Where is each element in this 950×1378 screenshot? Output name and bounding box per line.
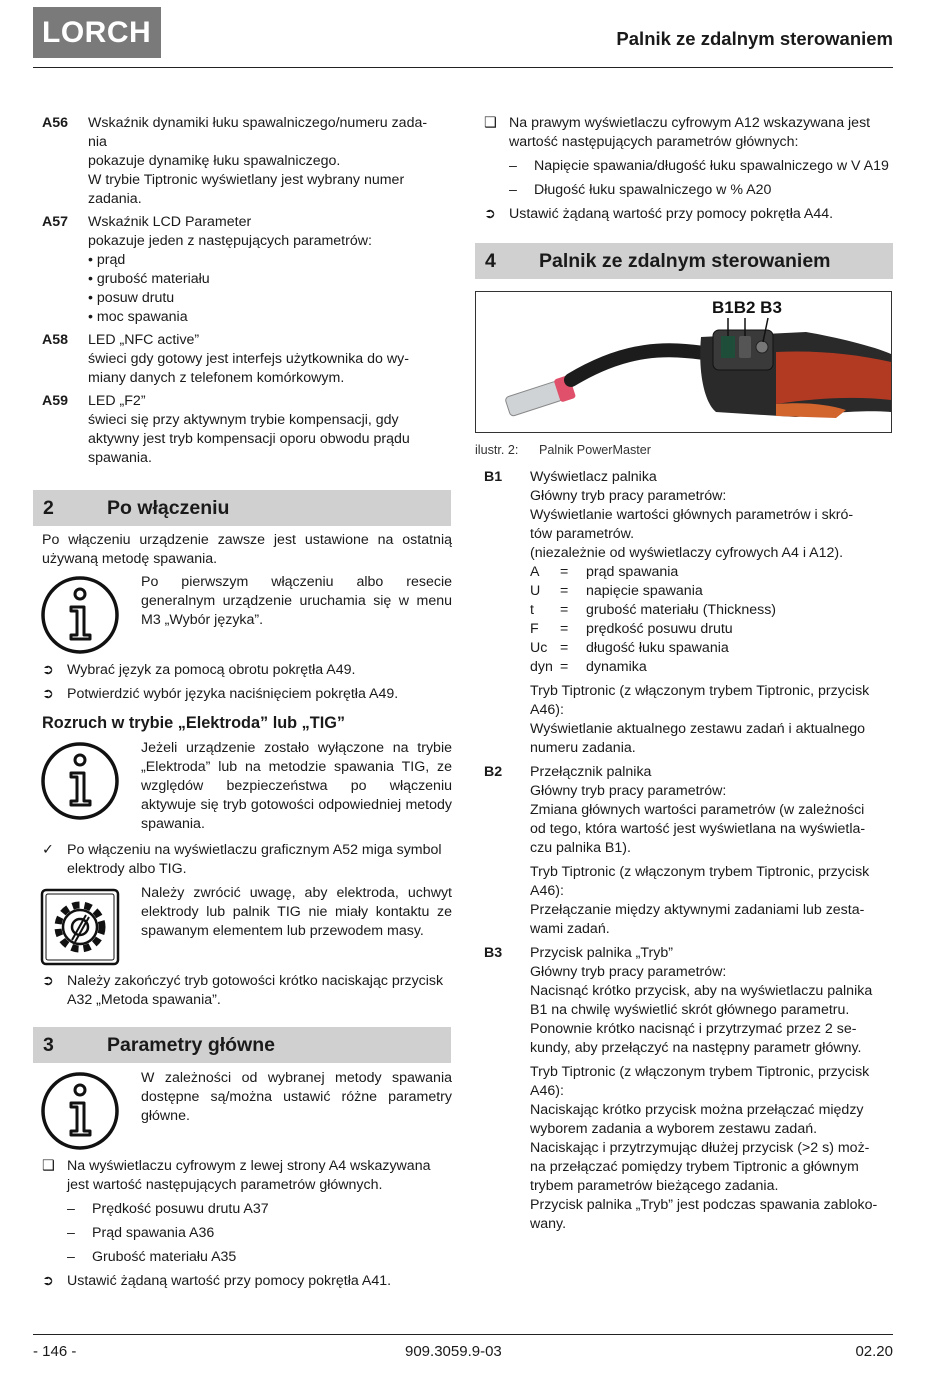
definition-line: zadania. bbox=[88, 191, 142, 207]
left-column bbox=[42, 114, 452, 1296]
definition-line: aktywny jest tryb kompensacji oporu obwodu prądu bbox=[88, 431, 410, 447]
symbol-row: F = prędkość posuwu drutu bbox=[530, 621, 733, 637]
symbol-row: A = prąd spawania bbox=[530, 564, 679, 580]
symbol-table bbox=[530, 563, 894, 677]
arrow-icon: ➲ bbox=[484, 206, 496, 222]
definition-line: • grubość materiału bbox=[88, 271, 210, 287]
arrow-icon: ➲ bbox=[42, 686, 54, 702]
section-heading-4: 4 Palnik ze zdalnym sterowaniem bbox=[475, 243, 893, 279]
result-note: ✓ Po włączeniu na wyświetlaczu graficznym A52 miga symbol elektrody albo TIG. bbox=[42, 842, 442, 877]
definition-line: Wskaźnik LCD Parameter bbox=[88, 214, 252, 230]
section-2-intro: Po włączeniu urządzenie zawsze jest ustawione na ostatnią używaną metodę spawania. bbox=[42, 532, 452, 567]
document-date: 02.20 bbox=[855, 1343, 893, 1360]
definition-line: wany. bbox=[530, 1216, 567, 1232]
instruction-step: ➲ Potwierdzić wybór języka naciśnięciem pokrętła A49. bbox=[42, 686, 399, 702]
definition-line: • prąd bbox=[88, 252, 126, 268]
instruction-step: ➲ Należy zakończyć tryb gotowości krótko naciskając przycisk A32 „Metoda spawania”. bbox=[42, 973, 444, 1008]
definition-line: Tryb Tiptronic (z włączonym trybem Tiptronic, przycisk bbox=[530, 1064, 870, 1080]
definition-line: Główny tryb pracy parametrów: bbox=[530, 964, 727, 980]
instruction-step: ➲ Ustawić żądaną wartość przy pomocy pokrętła A44. bbox=[484, 206, 834, 222]
definition-list bbox=[42, 114, 452, 468]
definition-line: Przełącznik palnika bbox=[530, 764, 652, 780]
info-note: W zależności od wybranej metody spawania dostępne są/można ustawić różne parametry główne. bbox=[42, 1069, 452, 1151]
warning-note: Należy zwrócić uwagę, aby elektroda, uchwyt elektrody lub palnik TIG nie miały kontaktu ze spawanym elementem lub przewodem masy. bbox=[42, 884, 452, 966]
header-divider bbox=[33, 67, 893, 68]
definition-line: wyborem zadania a wyborem zestawu zadań. bbox=[530, 1121, 818, 1137]
definition-line: pokazuje dynamikę łuku spawalniczego. bbox=[88, 153, 341, 169]
info-icon bbox=[40, 741, 120, 821]
definition-line: Przełączanie między aktywnymi zadaniami lub zesta- bbox=[530, 902, 865, 918]
subheading-startup: Rozruch w trybie „Elektroda” lub „TIG” bbox=[42, 714, 346, 732]
definition-line: W trybie Tiptronic wyświetlany jest wybrany numer bbox=[88, 172, 405, 188]
symbol-row: t = grubość materiału (Thickness) bbox=[530, 602, 777, 618]
definition-line: Ponownie krótko nacisnąć i przytrzymać przez 2 se- bbox=[530, 1021, 857, 1037]
lorch-logo: LORCH bbox=[33, 7, 161, 58]
powermaster-torch-image bbox=[476, 292, 891, 432]
checkbox-icon: ❑ bbox=[484, 115, 497, 131]
definition-line: nia bbox=[88, 134, 107, 150]
dash-item: – Długość łuku spawalniczego w % A20 bbox=[509, 182, 772, 198]
arrow-icon: ➲ bbox=[42, 662, 54, 678]
symbol-row: dyn = dynamika bbox=[530, 659, 647, 675]
right-column bbox=[475, 114, 894, 1238]
definition-line: Główny tryb pracy parametrów: bbox=[530, 783, 727, 799]
definition-line: spawania. bbox=[88, 450, 152, 466]
dash-item: – Prąd spawania A36 bbox=[67, 1225, 215, 1241]
info-icon bbox=[40, 575, 120, 655]
definition-line: Przycisk palnika „Tryb” jest podczas spawania zabloko- bbox=[530, 1197, 878, 1213]
dash-item: – Prędkość posuwu drutu A37 bbox=[67, 1201, 269, 1217]
info-note: Jeżeli urządzenie zostało wyłączone na trybie „Elektroda” lub na metodzie spawania TIG, ze względów bezpieczeństwa po włączeniu aktywuje się tryb gotowości odpowiedniej metody spawania. bbox=[42, 739, 452, 835]
definition-line: świeci gdy gotowy jest interfejs użytkownika do wy- bbox=[88, 351, 409, 367]
torch-photo bbox=[475, 291, 892, 433]
info-note: Po pierwszym włączeniu albo resecie generalnym urządzenie uruchamia się w menu M3 „Wybór języka”. bbox=[42, 573, 452, 655]
definition-a57: A57 Wskaźnik LCD Parameter pokazuje jeden z następujących parametrów: • prąd • grubość materiału • posuw drutu • moc spawania bbox=[42, 213, 452, 327]
definition-line: czu palnika B1). bbox=[530, 840, 631, 856]
definition-line: Tryb Tiptronic (z włączonym trybem Tiptronic, przycisk bbox=[530, 864, 870, 880]
gear-warning-icon bbox=[40, 888, 120, 966]
definition-line: Przycisk palnika „Tryb” bbox=[530, 945, 673, 961]
definition-line: miany danych z telefonem komórkowym. bbox=[88, 370, 345, 386]
definition-line: • moc spawania bbox=[88, 309, 188, 325]
definition-line: Wyświetlacz palnika bbox=[530, 469, 657, 485]
arrow-icon: ➲ bbox=[42, 1273, 54, 1289]
definition-line: Zmiana głównych wartości parametrów (w zależności bbox=[530, 802, 865, 818]
definition-line: Nacisnąć krótko przycisk, aby na wyświetlaczu palnika bbox=[530, 983, 873, 999]
definition-line: tów parametrów. bbox=[530, 526, 635, 542]
definition-line: Wyświetlanie aktualnego zestawu zadań i aktualnego bbox=[530, 721, 866, 737]
dash-item: – Napięcie spawania/długość łuku spawalniczego w V A19 bbox=[509, 158, 889, 174]
definition-line: od tego, która wartość jest wyświetlana na wyświetla- bbox=[530, 821, 866, 837]
document-number: 909.3059.9-03 bbox=[405, 1343, 502, 1360]
section-heading-3: 3 Parametry główne bbox=[33, 1027, 451, 1063]
instruction-step: ➲ Ustawić żądaną wartość przy pomocy pokrętła A41. bbox=[42, 1273, 392, 1289]
definition-b1: B1 Wyświetlacz palnika Główny tryb pracy parametrów: Wyświetlanie wartości głównych parametrów i skró- tów parametrów. (niezależnie od wyświetlaczy cyfrowych A4 i A12). A = prąd spawania U = napięcie spawania t = grubość materiału (Thickness) F = prędkość posuwu drutu Uc = długość łuku spawania dyn = dynamika Tryb Tiptronic (z włączonym trybem Tiptronic, przycisk A46): Wyświetlanie aktualnego zestawu zadań i aktualnego numeru zadania. bbox=[484, 468, 894, 758]
parameter-item: ❑ Na prawym wyświetlaczu cyfrowym A12 wskazywana jest wartość następujących parametrów głównych: bbox=[484, 115, 871, 150]
definition-b2: B2 Przełącznik palnika Główny tryb pracy parametrów: Zmiana głównych wartości parametrów (w zależności od tego, która wartość jest wyświetlana na wyświetla- czu palnika B1). Tryb Tiptronic (z włączonym trybem Tiptronic, przycisk A46): Przełączanie między aktywnymi zadaniami lub zesta- wami zadań. bbox=[484, 763, 894, 939]
definition-line: kundy, aby przełączyć na następny parametr główny. bbox=[530, 1040, 862, 1056]
checkbox-icon: ❑ bbox=[42, 1158, 55, 1174]
torch-part-labels: B1B2 B3 bbox=[712, 298, 782, 317]
definition-line: wami zadań. bbox=[530, 921, 610, 937]
page-number: - 146 - bbox=[33, 1343, 77, 1360]
definition-line: A46): bbox=[530, 702, 564, 718]
symbol-row: U = napięcie spawania bbox=[530, 583, 703, 599]
definition-line: A46): bbox=[530, 883, 564, 899]
definition-a59: A59 LED „F2” świeci się przy aktywnym trybie kompensacji, gdy aktywny jest tryb kompensacji oporu obwodu prądu spawania. bbox=[42, 392, 452, 468]
definition-line: • posuw drutu bbox=[88, 290, 175, 306]
definition-b3: B3 Przycisk palnika „Tryb” Główny tryb pracy parametrów: Nacisnąć krótko przycisk, aby na wyświetlaczu palnika B1 na chwilę wyświetlić skrót głównego parametru. Ponownie krótko nacisnąć i przytrzymać przez 2 se- kundy, aby przełączyć na następny parametr główny. Tryb Tiptronic (z włączonym trybem Tiptronic, przycisk A46): Naciskając krótko przycisk można przełączać między wyborem zadania a wyborem zestawu zadań. Naciskając i przytrzymując dłużej przycisk (>2 s) moż- na przełączać pomiędzy trybem Tiptronic a głównym trybem parametrów bieżącego zadania. Przycisk palnika „Tryb” jest podczas spawania zabloko- wany. bbox=[484, 944, 894, 1234]
definition-line: na przełączać pomiędzy trybem Tiptronic a głównym bbox=[530, 1159, 859, 1175]
definition-a58: A58 LED „NFC active” świeci gdy gotowy jest interfejs użytkownika do wy- miany danych z telefonem komórkowym. bbox=[42, 331, 452, 388]
definition-line: Wskaźnik dynamiki łuku spawalniczego/numeru zada- bbox=[88, 115, 428, 131]
definition-line: trybem parametrów bieżącego zadania. bbox=[530, 1178, 779, 1194]
arrow-icon: ➲ bbox=[42, 973, 54, 989]
definition-line: LED „NFC active” bbox=[88, 332, 200, 348]
page-header-title: Palnik ze zdalnym sterowaniem bbox=[616, 28, 893, 49]
parameter-item: ❑ Na wyświetlaczu cyfrowym z lewej strony A4 wskazywana jest wartość następujących parametrów głównych. bbox=[42, 1158, 431, 1193]
definition-line: Naciskając i przytrzymując dłużej przycisk (>2 s) moż- bbox=[530, 1140, 870, 1156]
check-icon: ✓ bbox=[42, 842, 54, 858]
definition-line: Tryb Tiptronic (z włączonym trybem Tiptronic, przycisk bbox=[530, 683, 870, 699]
symbol-row: Uc = długość łuku spawania bbox=[530, 640, 729, 656]
definition-line: numeru zadania. bbox=[530, 740, 636, 756]
figure-caption: ilustr. 2: Palnik PowerMaster bbox=[475, 443, 651, 457]
definition-line: (niezależnie od wyświetlaczy cyfrowych A4 i A12). bbox=[530, 545, 844, 561]
dash-item: – Grubość materiału A35 bbox=[67, 1249, 237, 1265]
definition-line: Wyświetlanie wartości głównych parametrów i skró- bbox=[530, 507, 854, 523]
definition-line: LED „F2” bbox=[88, 393, 146, 409]
definition-line: pokazuje jeden z następujących parametrów: bbox=[88, 233, 372, 249]
definition-a56: A56 Wskaźnik dynamiki łuku spawalniczego/numeru zada- nia pokazuje dynamikę łuku spawalniczego. W trybie Tiptronic wyświetlany jest wybrany numer zadania. bbox=[42, 114, 452, 209]
section-heading-2: 2 Po włączeniu bbox=[33, 490, 451, 526]
definition-line: B1 na chwilę wyświetlić skrót głównego parametru. bbox=[530, 1002, 850, 1018]
definition-line: Naciskając krótko przycisk można przełączać między bbox=[530, 1102, 864, 1118]
info-icon bbox=[40, 1071, 120, 1151]
definition-line: Główny tryb pracy parametrów: bbox=[530, 488, 727, 504]
instruction-step: ➲ Wybrać język za pomocą obrotu pokrętła A49. bbox=[42, 662, 356, 678]
definition-line: A46): bbox=[530, 1083, 564, 1099]
footer-divider bbox=[33, 1334, 893, 1335]
definition-line: świeci się przy aktywnym trybie kompensacji, gdy bbox=[88, 412, 399, 428]
